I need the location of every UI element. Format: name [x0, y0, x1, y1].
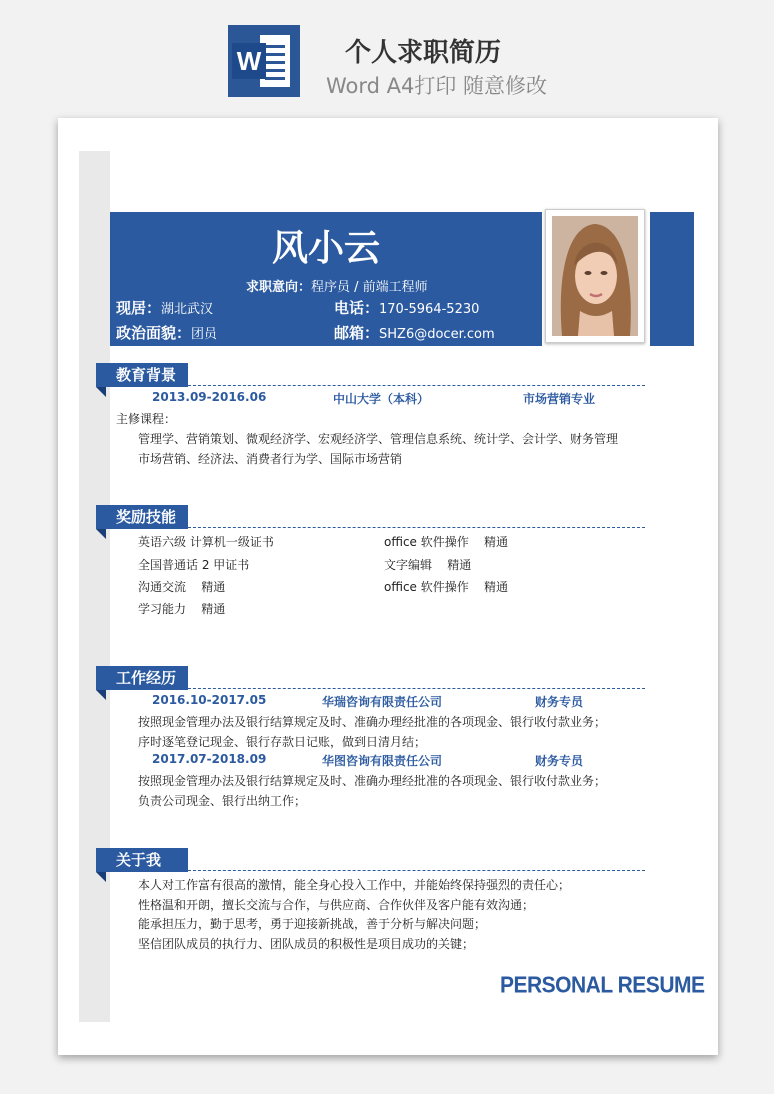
section-tab-fold [96, 529, 106, 539]
skill-item: 学习能力 精通 [138, 602, 226, 616]
residence-value: 湖北武汉 [161, 302, 214, 317]
edu-courses-line: 管理学、营销策划、微观经济学、宏观经济学、管理信息系统、统计学、会计学、财务管理 [138, 432, 619, 446]
section-skills-title: 奖励技能 [96, 505, 188, 529]
phone-row [334, 297, 479, 318]
email-value: SHZ6@docer.com [379, 327, 495, 342]
residence-label: 现居： [116, 299, 162, 317]
job-position: 财务专员 [535, 754, 584, 768]
skill-item: 沟通交流 精通 [138, 580, 226, 594]
political-label: 政治面貌： [116, 324, 192, 342]
edu-courses-label: 主修课程： [116, 412, 177, 426]
job-period: 2016.10-2017.05 [152, 693, 267, 707]
section-tab-fold [96, 690, 106, 700]
job-intent [246, 276, 428, 295]
section-divider [168, 870, 645, 871]
job-company: 华瑞咨询有限责任公司 [322, 695, 443, 709]
job-period: 2017.07-2018.09 [152, 752, 267, 766]
residence-row [116, 297, 213, 318]
email-row [334, 322, 495, 343]
job-duty: 按照现金管理办法及银行结算规定及时、准确办理经批准的各项现金、银行收付款业务； [138, 715, 607, 729]
edu-school: 中山大学（本科） [333, 392, 430, 406]
section-divider [168, 527, 645, 528]
about-line: 性格温和开朗，擅长交流与合作，与供应商、合作伙伴及客户能有效沟通； [138, 898, 535, 912]
email-label: 邮箱： [334, 324, 380, 342]
phone-label: 电话： [334, 299, 380, 317]
skill-item: 全国普通话 2 甲证书 [138, 558, 250, 572]
political-row [116, 322, 217, 343]
job-duty: 按照现金管理办法及银行结算规定及时、准确办理经批准的各项现金、银行收付款业务； [138, 774, 607, 788]
phone-value: 170-5964-5230 [379, 302, 480, 317]
skill-item: office 软件操作 精通 [384, 535, 508, 549]
page-subtitle: Word A4打印 随意修改 [326, 74, 548, 98]
job-duty: 负责公司现金、银行出纳工作； [138, 794, 307, 808]
profile-photo [552, 216, 638, 336]
section-divider [168, 688, 645, 689]
page-title: 个人求职简历 [345, 38, 502, 68]
edu-period: 2013.09-2016.06 [152, 390, 267, 404]
job-company: 华图咨询有限责任公司 [322, 754, 443, 768]
word-app-icon [228, 25, 300, 97]
skill-item: 英语六级 计算机一级证书 [138, 535, 274, 549]
job-intent-label: 求职意向： [246, 280, 312, 295]
job-duty: 序时逐笔登记现金、银行存款日记账，做到日清月结； [138, 735, 427, 749]
section-about-title: 关于我 [96, 848, 188, 872]
candidate-name: 风小云 [271, 228, 380, 269]
word-letter-icon: W [232, 43, 266, 79]
section-education-title: 教育背景 [96, 363, 188, 387]
edu-major: 市场营销专业 [523, 392, 596, 406]
job-position: 财务专员 [535, 695, 584, 709]
personal-resume-mark: PERSONAL RESUME [500, 972, 705, 999]
section-tab-fold [96, 872, 106, 882]
profile-banner-right [650, 212, 694, 346]
skill-item: office 软件操作 精通 [384, 580, 508, 594]
about-line: 本人对工作富有很高的激情，能全身心投入工作中，并能始终保持强烈的责任心； [138, 878, 571, 892]
skill-item: 文字编辑 精通 [384, 558, 472, 572]
edu-courses-line: 市场营销、经济法、消费者行为学、国际市场营销 [138, 452, 403, 466]
about-line: 能承担压力，勤于思考，勇于迎接新挑战，善于分析与解决问题； [138, 917, 487, 931]
about-line: 坚信团队成员的执行力、团队成员的积极性是项目成功的关键； [138, 937, 475, 951]
job-intent-value: 程序员 / 前端工程师 [311, 280, 428, 295]
section-divider [168, 385, 645, 386]
section-tab-fold [96, 387, 106, 397]
resume-side-stripe [79, 151, 110, 1022]
political-value: 团员 [191, 327, 218, 342]
profile-photo-frame [545, 209, 645, 343]
section-work-title: 工作经历 [96, 666, 188, 690]
